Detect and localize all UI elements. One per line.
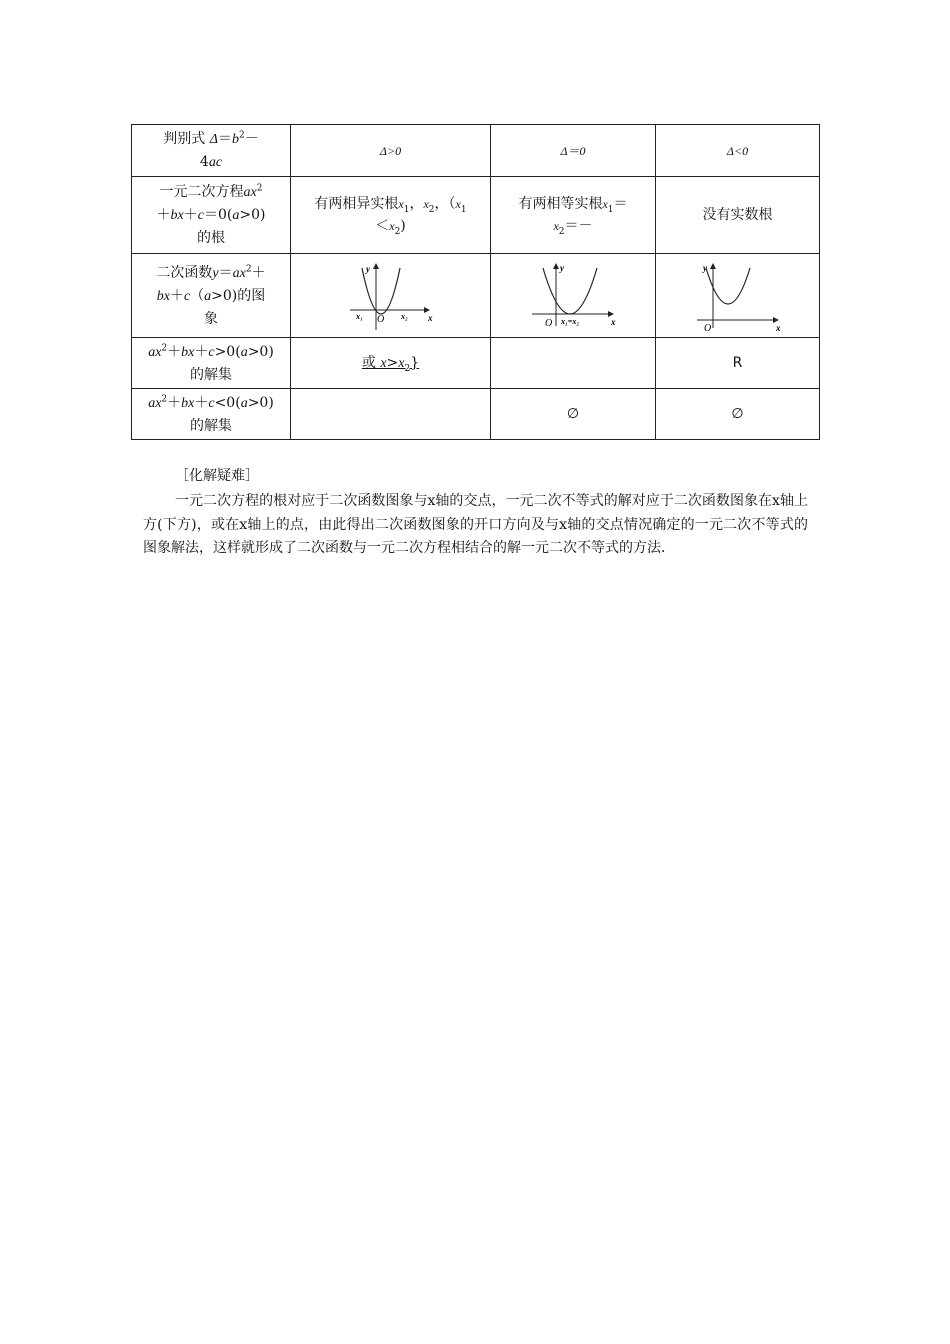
equal-roots-tail: ＝－ [564, 218, 593, 234]
cell-gt-zero-header: $ax^2+bx+c>0(a>0)$ 的解集 [132, 338, 291, 389]
y-axis-label: y [560, 262, 564, 273]
cell-graph-gt [291, 254, 491, 338]
cell-gt-zero-lt [656, 338, 820, 389]
delta-lt-zero-label: Δ<0 [726, 143, 749, 158]
cell-lt-zero-eq [491, 389, 656, 440]
discriminant-label: 判别式 [163, 130, 206, 147]
cell-equation-header: 一元二次方程$ax^2$ ＋bx＋c＝0(a>0) 的根 [132, 177, 291, 254]
cell-graph-lt [656, 254, 820, 338]
cell-graph-eq [491, 254, 656, 338]
x2-label: x₂ [400, 311, 408, 321]
graph-label-b: 象 [204, 310, 218, 327]
parabola-no-roots-graph [693, 260, 783, 332]
origin-label: O [703, 322, 711, 332]
cell-roots-lt [656, 177, 820, 254]
solution-set-label: 的解集 [190, 366, 232, 383]
cell-function-header: 二次函数$y=ax^2+$ bx＋c（a>0)的图 象 [132, 254, 291, 338]
delta-gt-zero-label: Δ>0 [379, 143, 402, 158]
gt-solution-text: 或 $x>x_2$} [361, 354, 420, 374]
roots-label: 的根 [197, 230, 225, 246]
no-roots-text: 没有实数根 [702, 207, 773, 223]
section-paragraph: 一元二次方程的根对应于二次函数图象与x轴的交点，一元二次不等式的解对应于二次函数图象在x轴上方(下方)，或在x轴上的点，由此得出二次函数图象的开口方向及与x轴的交点情况确定的一元二次不等式的图象解法，这样就形成了二次函数与一元二次方程相结合的解一元二次不等式的方法． [143, 493, 808, 556]
table-row-gt-zero-solution [132, 338, 820, 389]
cell-gt-zero-gt [291, 338, 491, 389]
table-row-discriminant [132, 125, 820, 177]
function-label: 二次函数 [156, 264, 213, 281]
table-row-roots [132, 177, 820, 254]
cell-roots-gt: 有两相异实根$x_1$，$x_2$，（$x_1$ $<x_2$) [291, 177, 491, 254]
origin-label: O [545, 317, 553, 329]
roots-sep: ，（ [434, 196, 456, 212]
table-row-lt-zero-solution [132, 389, 820, 440]
cell-roots-eq: 有两相等实根$x_1=$ $x_2=-$ [491, 177, 656, 254]
parabola-two-roots-graph [346, 260, 436, 332]
real-set-label: R [732, 355, 743, 371]
x1-label: x₁ [355, 311, 363, 321]
x-axis-label: x [611, 316, 616, 327]
delta-eq-zero-label: Δ＝0 [560, 143, 586, 158]
x-axis-label: x [775, 322, 780, 332]
equal-roots-text: 有两相等实根 [518, 196, 603, 212]
quadratic-summary-table [131, 124, 820, 440]
cell-delta-eq-zero [491, 125, 656, 177]
empty-set-symbol: ∅ [731, 406, 744, 422]
y-axis-label: y [365, 263, 370, 274]
distinct-roots-text: 有两相异实根 [314, 196, 399, 212]
double-root-label: x₁=x₂ [561, 316, 580, 326]
origin-label: O [376, 313, 384, 325]
section-title: ［化解疑难］ [175, 468, 259, 484]
y-axis-label: y [702, 262, 707, 273]
parabola-double-root-graph [528, 260, 618, 332]
x-axis-label: x [427, 312, 432, 323]
cell-lt-zero-gt [291, 389, 491, 440]
equation-label: 一元二次方程 [159, 184, 244, 200]
cell-delta-lt-zero [656, 125, 820, 177]
empty-set-symbol: ∅ [566, 406, 580, 422]
solution-set-label: 的解集 [190, 417, 232, 434]
cell-lt-zero-header: $ax^2+bx+c<0(a>0)$ 的解集 [132, 389, 291, 440]
graph-label-a: 的图 [237, 287, 266, 304]
table-row-graphs [132, 254, 820, 338]
cell-lt-zero-lt [656, 389, 820, 440]
cell-delta-gt-zero [291, 125, 491, 177]
cell-gt-zero-eq [491, 338, 656, 389]
cell-discriminant-header: 判别式 $\Delta=b^2-$ 4ac [132, 125, 291, 177]
